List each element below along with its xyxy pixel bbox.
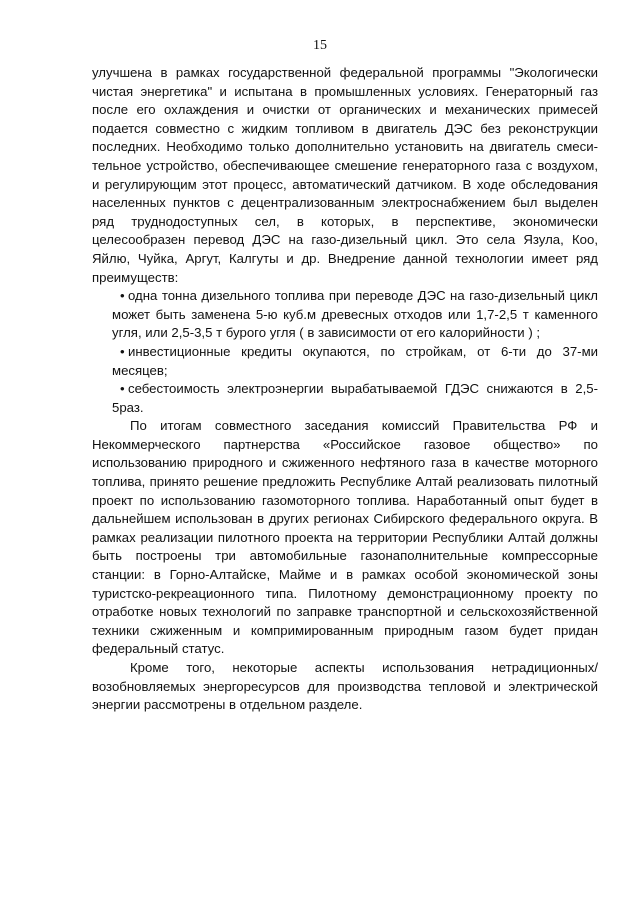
list-item	[92, 287, 598, 343]
paragraph-renewables: Кроме того, некоторые аспекты использования нетрадиционных/ возобновляемых энергоресурсов для производства тепловой и электрической энергии рассмотрены в отдельном разделе.	[92, 660, 598, 713]
list-item-text: себестоимость электроэнергии вырабатываемой ГДЭС снижаются в 2,5-5раз.	[112, 381, 598, 415]
list-item-text: инвестиционные кредиты окупаются, по стройкам, от 6-ти до 37-ми месяцев;	[112, 343, 598, 378]
bullet-icon: •	[120, 343, 125, 359]
bullet-icon: •	[120, 381, 125, 397]
document-body	[92, 64, 598, 715]
page-number: 15	[313, 38, 327, 53]
advantages-list	[92, 287, 598, 417]
bullet-icon: •	[120, 288, 125, 304]
paragraph-gas-diesel: улучшена в рамках государственной федеральной программы "Экологически чистая энергетика" и испытана в промышленных условиях. Генераторный газ после его охлаждения и очистки от органических и механических примесей подается совместно с жидким топливом в двигатель ДЭС без реконструкции последних. Необходимо только дополнительно установить на двигатель смеси-тельное устройство, обеспечивающее смешение генераторного газа с воздухом, и регулирующим этот процесс, автоматический датчиком. В ходе обследования населенных пунктов с децентрализованным электроснабжением был выделен ряд труднодоступных сел, в которых, в перспективе, экономически целесообразен перевод ДЭС на газо-дизельный цикл. Это села Язула, Коо, Яйлю, Чуйка, Аргут, Калгуты и др. Внедрение данной технологии имеет ряд преимуществ:	[92, 65, 598, 285]
list-item	[92, 343, 598, 380]
list-item	[92, 380, 598, 417]
paragraph-gas-motor-fuel: По итогам совместного заседания комиссий Правительства РФ и Некоммерческого партнерства «Российское газовое общество» по использованию природного и сжиженного нефтяного газа в качестве моторного топлива, принято решение предложить Республике Алтай реализовать пилотный проект по использованию газомоторного топлива. Наработанный опыт будет в дальнейшем использован в других регионах Сибирского федерального округа. В рамках реализации пилотного проекта на территории Республики Алтай должны быть построены три автомобильные газонаполнительные компрессорные станции: в Горно-Алтайске, Майме и в рамках особой экономической зоны туристско-рекреационного типа. Пилотному демонстрационному проекту по отработке новых технологий по заправке транспортной и сельскохозяйственной техники сжиженным и компримированным природным газом будет придан федеральный статус.	[92, 418, 598, 657]
list-item-text: одна тонна дизельного топлива при переводе ДЭС на газо-дизельный цикл может быть заменена 5-ю куб.м древесных отходов или 1,7-2,5 т каменного угля, или 2,5-3,5 т бурого угля ( в зависимости от его калорийности ) ;	[112, 288, 598, 341]
